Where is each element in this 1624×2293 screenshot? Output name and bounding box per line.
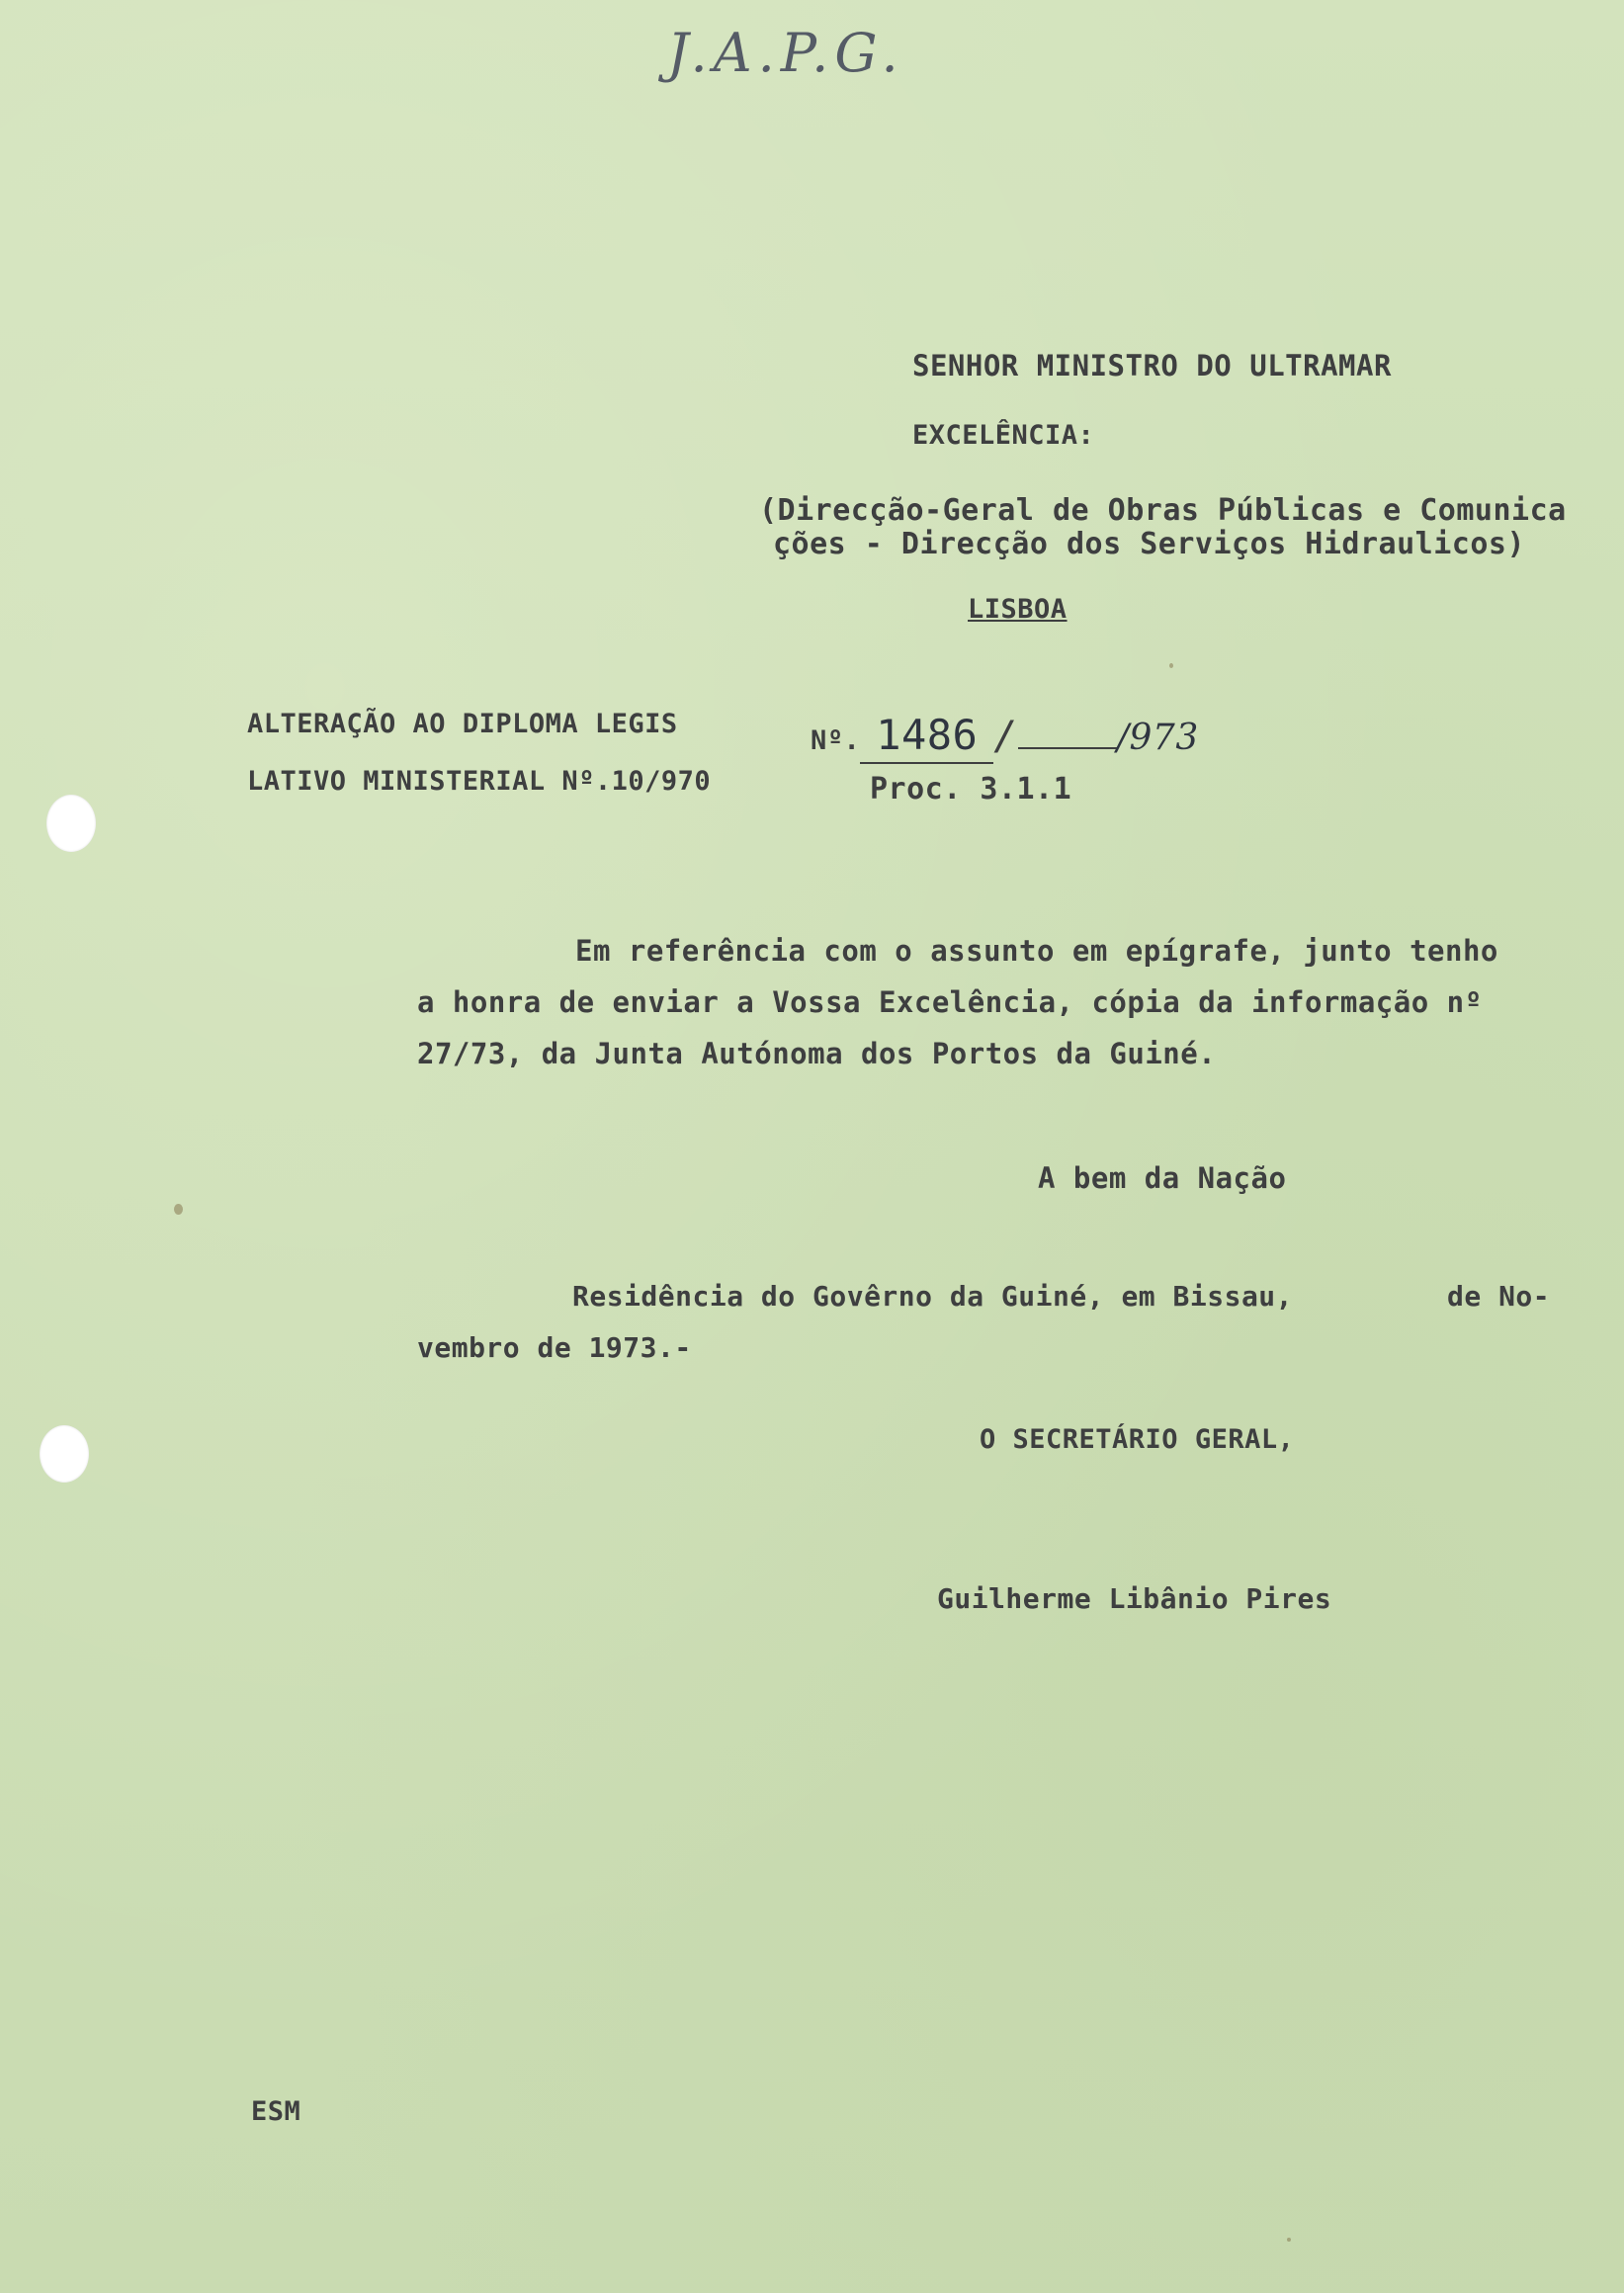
- typist-initials: ESM: [251, 2096, 301, 2127]
- signatory-name: Guilherme Libânio Pires: [937, 1582, 1332, 1615]
- body-line-3: 27/73, da Junta Autónoma dos Portos da Guiné.: [417, 1037, 1217, 1070]
- place-date-line-2: vembro de 1973.-: [417, 1331, 692, 1364]
- reference-number-field: [860, 710, 993, 764]
- paper-speck: [174, 1204, 183, 1215]
- subject-line-2: LATIVO MINISTERIAL Nº.10/970: [247, 766, 712, 797]
- reference-number-value: 1486: [876, 711, 979, 759]
- department-line-1: (Direcção-Geral de Obras Públicas e Comunica: [759, 493, 1567, 528]
- reference-prefix: Nº.: [811, 725, 861, 756]
- handwritten-annotation: J.A.P.G.: [667, 22, 904, 84]
- process-number: Proc. 3.1.1: [870, 772, 1072, 807]
- reference-number: [811, 710, 1199, 764]
- reference-year: /973: [1116, 718, 1199, 758]
- paper-speck: [1287, 2238, 1291, 2242]
- closing-phrase: A bem da Nação: [1038, 1161, 1287, 1195]
- punch-hole-top: [46, 795, 96, 852]
- body-line-2: a honra de enviar a Vossa Excelência, cópia da informação nº: [417, 985, 1483, 1019]
- city-lisboa: LISBOA: [968, 594, 1068, 625]
- salutation: EXCELÊNCIA:: [912, 420, 1095, 451]
- addressee-line: SENHOR MINISTRO DO ULTRAMAR: [912, 349, 1392, 382]
- department-line-2: ções - Direcção dos Serviços Hidraulicos): [773, 527, 1526, 561]
- body-line-1: Em referência com o assunto em epígrafe, junto tenho: [575, 934, 1498, 968]
- place-date-line-1: Residência do Govêrno da Guiné, em Bissau,: [572, 1280, 1294, 1313]
- signatory-title: O SECRETÁRIO GERAL,: [980, 1424, 1295, 1455]
- punch-hole-bottom: [40, 1425, 89, 1483]
- place-date-line-1-end: de No-: [1447, 1280, 1551, 1313]
- reference-blank-field: [1018, 747, 1117, 749]
- reference-separator: /: [993, 714, 1018, 759]
- subject-line-1: ALTERAÇÃO AO DIPLOMA LEGIS: [247, 709, 678, 739]
- paper-speck: [1169, 663, 1173, 668]
